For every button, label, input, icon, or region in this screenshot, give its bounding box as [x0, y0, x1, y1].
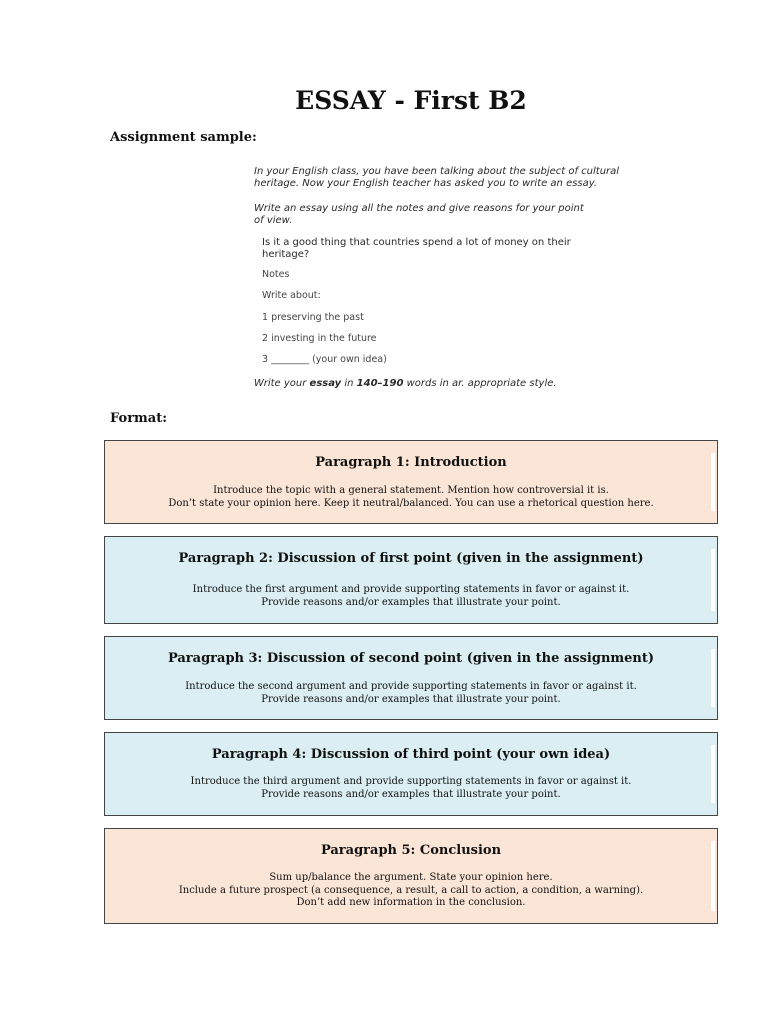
sample-final-bold-1: essay: [309, 378, 342, 389]
paragraph-2-line-1: Introduce the first argument and provide supporting statements in favor or against it.: [192, 584, 630, 595]
paragraph-5-line-2: Include a future prospect (a consequence, a result, a call to action, a condition, a warning).: [178, 884, 644, 896]
sample-point-2: 2 investing in the future: [262, 333, 377, 344]
sample-line-3: Write an essay using all the notes and give reasons for your point: [254, 203, 584, 214]
paragraph-3-box: [104, 636, 718, 720]
sample-write-about: Write about:: [262, 290, 321, 301]
sample-final-pre: Write your: [254, 378, 310, 389]
paragraph-2-body: [105, 584, 717, 609]
sample-line-4: of view.: [254, 215, 293, 226]
paragraph-5-box: [104, 828, 718, 924]
paragraph-1-line-2: Don’t state your opinion here. Keep it neutral/balanced. You can use a rhetorical question here.: [168, 497, 654, 509]
sample-final-line: [254, 378, 557, 390]
assignment-sample-image: [250, 160, 620, 396]
paragraph-2-heading: Paragraph 2: Discussion of first point (given in the assignment): [178, 551, 644, 566]
format-label: Format:: [110, 411, 168, 426]
paragraph-1-body: [105, 485, 717, 510]
paragraph-4-heading: Paragraph 4: Discussion of third point (your own idea): [211, 747, 611, 762]
sample-line-2: heritage. Now your English teacher has asked you to write an essay.: [254, 178, 598, 189]
paragraph-3-line-1: Introduce the second argument and provide supporting statements in favor or against it.: [185, 681, 637, 692]
sample-point-1: 1 preserving the past: [262, 312, 364, 323]
sample-line-1: In your English class, you have been talking about the subject of cultural: [254, 166, 620, 177]
paragraph-1-line-1: Introduce the topic with a general statement. Mention how controversial it is.: [213, 485, 609, 496]
document-title: ESSAY - First B2: [295, 86, 527, 115]
paragraph-2-line-2: Provide reasons and/or examples that illustrate your point.: [261, 596, 561, 608]
sample-question-1: Is it a good thing that countries spend a lot of money on their: [262, 237, 571, 248]
paragraph-4-line-2: Provide reasons and/or examples that illustrate your point.: [261, 788, 561, 800]
paragraph-5-body: [105, 872, 717, 910]
paragraph-4-line-1: Introduce the third argument and provide supporting statements in favor or against it.: [190, 776, 632, 787]
paragraph-3-heading: Paragraph 3: Discussion of second point (given in the assignment): [167, 651, 655, 666]
sample-question-2: heritage?: [262, 249, 310, 260]
paragraph-3-body: [105, 681, 717, 706]
assignment-sample-label: Assignment sample:: [110, 130, 257, 145]
paragraph-5-line-1: Sum up/balance the argument. State your opinion here.: [269, 872, 553, 883]
paragraph-4-body: [105, 776, 717, 801]
paragraph-1-heading: Paragraph 1: Introduction: [315, 455, 507, 470]
paragraph-4-box: [104, 732, 718, 816]
paragraph-1-box: [104, 440, 718, 524]
sample-notes: Notes: [262, 269, 290, 280]
paragraph-3-line-2: Provide reasons and/or examples that illustrate your point.: [261, 693, 561, 705]
sample-final-mid: in: [341, 378, 357, 389]
paragraph-5-heading: Paragraph 5: Conclusion: [320, 843, 502, 858]
paragraph-5-line-3: Don’t add new information in the conclusion.: [296, 897, 526, 908]
paragraph-2-box: [104, 536, 718, 624]
sample-point-3: 3 ________ (your own idea): [262, 354, 387, 365]
sample-final-post: words in ar. appropriate style.: [403, 378, 557, 389]
sample-final-bold-2: 140–190: [356, 378, 404, 389]
